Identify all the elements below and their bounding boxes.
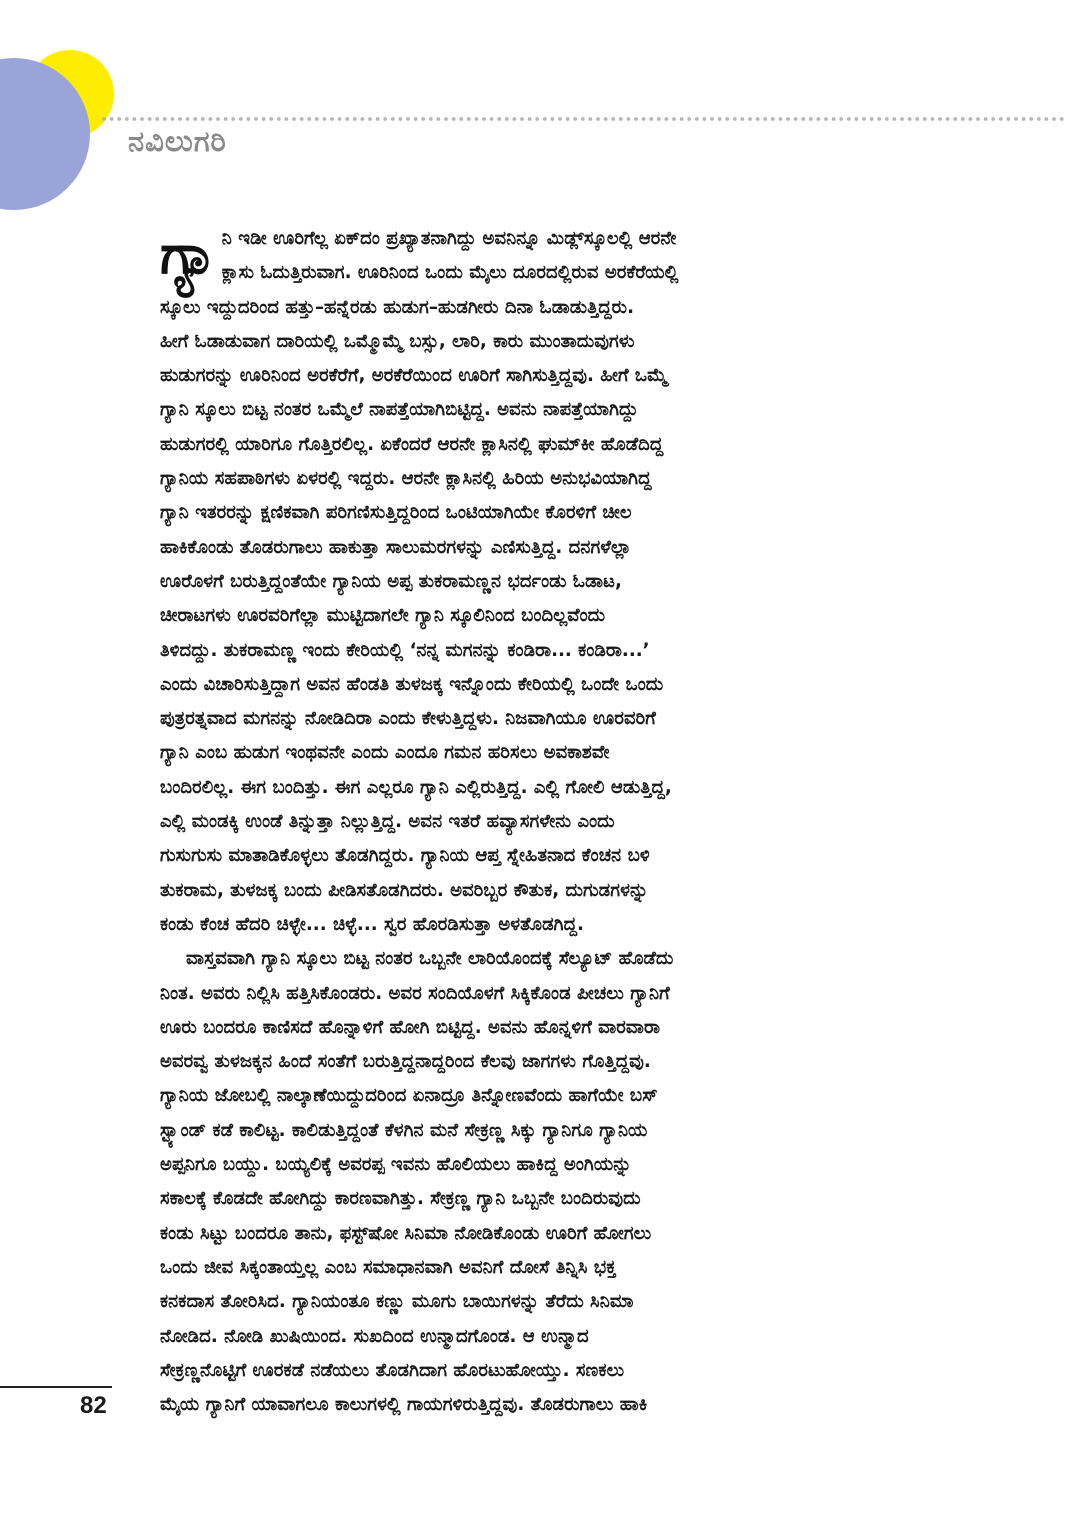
paragraph-2: [160, 942, 912, 1422]
rule-dot: [976, 117, 980, 121]
rule-dot: [269, 117, 273, 121]
text-line: ನಿ ಇಡೀ ಊರಿಗೆಲ್ಲ ಏಕ್‌ದಂ ಪ್ರಖ್ಯಾತನಾಗಿದ್ದು ಅವನಿನ್ನೂ ಮಿಡ್ಲ್‌ಸ್ಕೂಲಲ್ಲಿ ಆರನೇ: [221, 228, 677, 249]
rule-dot: [847, 117, 851, 121]
text-line-indented: [160, 942, 912, 976]
rule-dot: [695, 117, 699, 121]
rule-dot: [991, 117, 995, 121]
rule-dot: [437, 117, 441, 121]
rule-dot: [931, 117, 935, 121]
rule-dot: [444, 117, 448, 121]
rule-dot: [801, 117, 805, 121]
rule-dot: [763, 117, 767, 121]
rule-dot: [239, 117, 243, 121]
rule-dot: [406, 117, 410, 121]
rule-dot: [809, 117, 813, 121]
text-line: ಗ್ಯಾನಿ ಸ್ಕೂಲು ಬಿಟ್ಟ ನಂತರ ಒಮ್ಮೆಲೆ ನಾಪತ್ತೆಯಾಗಿಬಿಟ್ಟಿದ್ದ. ಅವನು ನಾಪತ್ತೆಯಾಗಿದ್ದು: [160, 399, 639, 421]
rule-dot: [573, 117, 577, 121]
rule-dot: [634, 117, 638, 121]
rule-dot: [216, 117, 220, 121]
text-line: ಹೀಗೆ ಓಡಾಡುವಾಗ ದಾರಿಯಲ್ಲಿ ಒಮ್ಮೊಮ್ಮೆ ಬಸ್ಸು, ಲಾರಿ, ಕಾರು ಮುಂತಾದುವುಗಳು: [160, 330, 635, 352]
page-number-rule: [0, 1386, 112, 1388]
rule-dot: [102, 117, 106, 121]
text-line: ಗ್ಯಾನಿಯ ಸಹಪಾಠಿಗಳು ಏಳರಲ್ಲಿ ಇದ್ದರು. ಆರನೇ ಕ್ಲಾಸಿನಲ್ಲಿ ಹಿರಿಯ ಅನುಭವಿಯಾಗಿದ್ದ: [160, 468, 652, 490]
rule-dot: [330, 117, 334, 121]
rule-dot: [292, 117, 296, 121]
text-line: ಸಕಾಲಕ್ಕೆ ಕೊಡದೇ ಹೋಗಿದ್ದು ಕಾರಣವಾಗಿತ್ತು. ಸೇಕ್ರಣ್ಣ ಗ್ಯಾನಿ ಒಬ್ಬನೇ ಬಂದಿರುವುದು: [160, 1188, 641, 1210]
drop-cap: ಗ್ಯಾ: [160, 221, 218, 287]
text-line: ಬಂದಿರಲಿಲ್ಲ. ಈಗ ಬಂದಿತ್ತು. ಈಗ ಎಲ್ಲರೂ ಗ್ಯಾನಿ ಎಲ್ಲಿರುತ್ತಿದ್ದ. ಎಲ್ಲಿ ಗೋಲಿ ಆಡುತ್ತಿದ್ದ,: [160, 776, 672, 798]
rule-dot: [140, 117, 144, 121]
rule-dot: [855, 117, 859, 121]
rule-dot: [209, 117, 213, 121]
rule-dot: [1037, 117, 1041, 121]
rule-dot: [277, 117, 281, 121]
rule-dot: [345, 117, 349, 121]
text-line: ಹಾಕಿಕೊಂಡು ತೊಡರುಗಾಲು ಹಾಕುತ್ತಾ ಸಾಲುಮರಗಳನ್ನು ಎಣಿಸುತ್ತಿದ್ದ. ದನಗಳೆಲ್ಲಾ: [160, 536, 632, 558]
rule-dot: [604, 117, 608, 121]
rule-dot: [961, 117, 965, 121]
rule-dot: [459, 117, 463, 121]
rule-dot: [596, 117, 600, 121]
rule-dot: [421, 117, 425, 121]
rule-dot: [543, 117, 547, 121]
text-line: ಸೇಕ್ರಣ್ಣನೊಟ್ಟಿಗೆ ಊರಕಡೆ ನಡೆಯಲು ತೊಡಗಿದಾಗ ಹೊರಟುಹೋಯ್ತು. ಸಣಕಲು: [160, 1359, 625, 1381]
rule-dot: [946, 117, 950, 121]
rule-dot: [611, 117, 615, 121]
rule-dot: [794, 117, 798, 121]
rule-dot: [718, 117, 722, 121]
text-line: ಸ್ಕೂಲು ಇದ್ದುದರಿಂದ ಹತ್ತು–ಹನ್ನೆರಡು ಹುಡುಗ–ಹುಡಗೀರು ದಿನಾ ಓಡಾಡುತ್ತಿದ್ದರು.: [160, 296, 634, 318]
rule-dot: [1060, 117, 1064, 121]
text-line: ಕನಕದಾಸ ತೋರಿಸಿದ. ಗ್ಯಾನಿಯಂತೂ ಕಣ್ಣು ಮೂಗು ಬಾಯಿಗಳನ್ನು ತೆರೆದು ಸಿನಿಮಾ: [160, 1291, 634, 1313]
section-title: ನವಿಲುಗರಿ: [128, 124, 227, 158]
rule-dot: [1029, 117, 1033, 121]
page-number: 82: [80, 1392, 107, 1419]
rule-dot: [429, 117, 433, 121]
text-line: ಹುಡುಗರಲ್ಲಿ ಯಾರಿಗೂ ಗೊತ್ತಿರಲಿಲ್ಲ. ಏಕೆಂದರೆ ಆರನೇ ಕ್ಲಾಸಿನಲ್ಲಿ ಘುಮ್‌ಕೀ ಹೊಡೆದಿದ್ದ: [160, 433, 664, 455]
rule-dot: [117, 117, 121, 121]
rule-dot: [733, 117, 737, 121]
text-line: ಗ್ಯಾನಿ ಇತರರನ್ನು ಕ್ಷಣಿಕವಾಗಿ ಪರಿಗಣಿಸುತ್ತಿದ್ದರಿಂದ ಒಂಟಿಯಾಗಿಯೇ ಕೊರಳಿಗೆ ಚೀಲ: [160, 502, 632, 524]
rule-dot: [1007, 117, 1011, 121]
rule-dot: [566, 117, 570, 121]
rule-dot: [558, 117, 562, 121]
rule-dot: [862, 117, 866, 121]
text-line: ಗ್ಯಾನಿ ಎಂಬ ಹುಡುಗ ಇಂಥವನೇ ಎಂದು ಎಂದೂ ಗಮನ ಹರಿಸಲು ಅವಕಾಶವೇ: [160, 742, 610, 764]
rule-dot: [490, 117, 494, 121]
rule-dot: [1052, 117, 1056, 121]
rule-dot: [923, 117, 927, 121]
text-line: ಊರು ಬಂದರೂ ಕಾಣಿಸದೆ ಹೊನ್ನಾಳಿಗೆ ಹೋಗಿ ಬಿಟ್ಟಿದ್ದ. ಅವನು ಹೊನ್ನಳಿಗೆ ವಾರವಾರಾ: [160, 1016, 661, 1038]
rule-dot: [254, 117, 258, 121]
rule-dot: [125, 117, 129, 121]
rule-dot: [642, 117, 646, 121]
rule-dot: [520, 117, 524, 121]
rule-dot: [900, 117, 904, 121]
rule-dot: [1045, 117, 1049, 121]
rule-dot: [649, 117, 653, 121]
rule-dot: [383, 117, 387, 121]
rule-dot: [155, 117, 159, 121]
rule-dot: [231, 117, 235, 121]
paragraph-1: [160, 222, 912, 942]
rule-dot: [938, 117, 942, 121]
text-line: ಹುಡುಗರನ್ನು ಊರಿನಿಂದ ಅರಕೆರೆಗೆ, ಅರಕೆರೆಯಿಂದ ಊರಿಗೆ ಸಾಗಿಸುತ್ತಿದ್ದವು. ಹೀಗೆ ಒಮ್ಮೆ: [160, 365, 668, 387]
rule-dot: [551, 117, 555, 121]
rule-dot: [315, 117, 319, 121]
rule-dot: [619, 117, 623, 121]
article-body: [160, 222, 912, 1422]
rule-dot: [414, 117, 418, 121]
rule-dot: [133, 117, 137, 121]
rule-dot: [110, 117, 114, 121]
rule-dot: [262, 117, 266, 121]
rule-dot: [505, 117, 509, 121]
rule-dot: [839, 117, 843, 121]
rule-dot: [969, 117, 973, 121]
rule-dot: [680, 117, 684, 121]
rule-dot: [528, 117, 532, 121]
rule-dot: [672, 117, 676, 121]
rule-dot: [163, 117, 167, 121]
rule-dot: [741, 117, 745, 121]
rule-dot: [893, 117, 897, 121]
rule-dot: [687, 117, 691, 121]
text-line: ಗುಸುಗುಸು ಮಾತಾಡಿಕೊಳ್ಳಲು ತೊಡಗಿದ್ದರು. ಗ್ಯಾನಿಯ ಆಪ್ತ ಸ್ನೇಹಿತನಾದ ಕೆಂಚನ ಬಳಿ: [160, 845, 650, 867]
rule-dot: [915, 117, 919, 121]
rule-dot: [908, 117, 912, 121]
rule-dot: [703, 117, 707, 121]
rule-dot: [627, 117, 631, 121]
corner-decoration: [0, 0, 1072, 220]
rule-dot: [984, 117, 988, 121]
text-line: ಕಂಡು ಕೆಂಚ ಹೆದರಿ ಚಿಳ್ಳೇ... ಚಿಳ್ಳೆ... ಸ್ವರ ಹೊರಡಿಸುತ್ತಾ ಅಳತೊಡಗಿದ್ದ.: [160, 913, 584, 935]
rule-dot: [368, 117, 372, 121]
rule-dot: [376, 117, 380, 121]
rule-dot: [999, 117, 1003, 121]
rule-dot: [323, 117, 327, 121]
rule-dot: [186, 117, 190, 121]
rule-dot: [535, 117, 539, 121]
rule-dot: [817, 117, 821, 121]
text-line: ಸ್ಟ್ಯಾಂಡ್ ಕಡೆ ಕಾಲಿಟ್ಟ. ಕಾಲಿಡುತ್ತಿದ್ದಂತೆ ಕೆಳಗಿನ ಮನೆ ಸೇಕ್ರಣ್ಣ ಸಿಕ್ಕು ಗ್ಯಾನಿಗೂ ಗ್ಯಾನಿಯ: [160, 1119, 648, 1141]
rule-dot: [307, 117, 311, 121]
rule-dot: [338, 117, 342, 121]
rule-dot: [399, 117, 403, 121]
rule-dot: [482, 117, 486, 121]
rule-dot: [832, 117, 836, 121]
text-line: ತಿಳಿದದ್ದು. ತುಕರಾಮಣ್ಣ ಇಂದು ಕೇರಿಯಲ್ಲಿ ‘ನನ್ನ ಮಗನನ್ನು ಕಂಡಿರಾ... ಕಂಡಿರಾ...’: [160, 639, 650, 661]
rule-dot: [391, 117, 395, 121]
rule-dot: [1022, 117, 1026, 121]
rule-dot: [193, 117, 197, 121]
text-line: ಮೈಯ ಗ್ಯಾನಿಗೆ ಯಾವಾಗಲೂ ಕಾಲುಗಳಲ್ಲಿ ಗಾಯಗಳಿರುತ್ತಿದ್ದವು. ತೊಡರುಗಾಲು ಹಾಕಿ: [160, 1394, 648, 1416]
rule-dot: [171, 117, 175, 121]
text-line: ಚೀರಾಟಗಳು ಊರವರಿಗೆಲ್ಲಾ ಮುಟ್ಟಿದಾಗಲೇ ಗ್ಯಾನಿ ಸ್ಕೂಲಿನಿಂದ ಬಂದಿಲ್ಲವೆಂದು: [160, 605, 606, 627]
rule-dot: [748, 117, 752, 121]
rule-dot: [779, 117, 783, 121]
text-line: ಊರೊಳಗೆ ಬರುತ್ತಿದ್ದಂತೆಯೇ ಗ್ಯಾನಿಯ ಅಪ್ಪ ತುಕರಾಮಣ್ಣನ ಭರ್ದಂಡು ಓಡಾಟ,: [160, 570, 622, 592]
rule-dot: [589, 117, 593, 121]
rule-dot: [771, 117, 775, 121]
rule-dot: [467, 117, 471, 121]
rule-dot: [953, 117, 957, 121]
text-line: ಎಂದು ವಿಚಾರಿಸುತ್ತಿದ್ದಾಗ ಅವನ ಹೆಂಡತಿ ತುಳಜಕ್ಕ ಇನ್ನೊಂದು ಕೇರಿಯಲ್ಲಿ ಒಂದೇ ಒಂದು: [160, 673, 664, 695]
dotted-header-rule: [102, 117, 1063, 121]
rule-dot: [475, 117, 479, 121]
text-line: ಅಪ್ಪನಿಗೂ ಬಯ್ದು. ಬಯ್ಯಲಿಕ್ಕೆ ಅವರಪ್ಪ ಇವನು ಹೊಲಿಯಲು ಹಾಕಿದ್ದ ಅಂಗಿಯನ್ನು: [160, 1154, 632, 1176]
rule-dot: [497, 117, 501, 121]
text-line: ಪುತ್ರರತ್ನವಾದ ಮಗನನ್ನು ನೋಡಿದಿರಾ ಎಂದು ಕೇಳುತ್ತಿದ್ದಳು. ನಿಜವಾಗಿಯೂ ಊರವರಿಗೆ: [160, 708, 656, 730]
rule-dot: [361, 117, 365, 121]
rule-dot: [870, 117, 874, 121]
text-line: ಕಂಡು ಸಿಟ್ಟು ಬಂದರೂ ತಾನು, ಫಸ್ಟ್‌ಷೋ ಸಿನಿಮಾ ನೋಡಿಕೊಂಡು ಊರಿಗೆ ಹೋಗಲು: [160, 1222, 652, 1244]
rule-dot: [786, 117, 790, 121]
rule-dot: [581, 117, 585, 121]
rule-dot: [824, 117, 828, 121]
rule-dot: [665, 117, 669, 121]
rule-dot: [178, 117, 182, 121]
rule-dot: [725, 117, 729, 121]
text-line: ನಿಂತ. ಅವರು ನಿಲ್ಲಿಸಿ ಹತ್ತಿಸಿಕೊಂಡರು. ಅವರ ಸಂದಿಯೊಳಗೆ ಸಿಕ್ಕಿಕೊಂಡ ಪೀಚಲು ಗ್ಯಾನಿಗೆ: [160, 982, 670, 1004]
rule-dot: [756, 117, 760, 121]
text-line: ಎಲ್ಲಿ ಮಂಡಕ್ಕಿ ಉಂಡೆ ತಿನ್ನುತ್ತಾ ನಿಲ್ಲುತ್ತಿದ್ದ. ಅವನ ಇತರೆ ಹವ್ಯಾಸಗಳೇನು ಎಂದು: [160, 811, 615, 833]
rule-dot: [1014, 117, 1018, 121]
text-line: ಕ್ಲಾಸು ಓದುತ್ತಿರುವಾಗ. ಊರಿನಿಂದ ಒಂದು ಮೈಲು ದೂರದಲ್ಲಿರುವ ಅರಕೆರೆಯಲ್ಲಿ: [221, 262, 679, 284]
text-line: ಒಂದು ಜೀವ ಸಿಕ್ಕಂತಾಯ್ತಲ್ಲ ಎಂಬ ಸಮಾಧಾನವಾಗಿ ಅವನಿಗೆ ದೋಸೆ ತಿನ್ನಿಸಿ ಭಕ್ತ: [160, 1256, 617, 1278]
rule-dot: [201, 117, 205, 121]
rule-dot: [885, 117, 889, 121]
rule-dot: [657, 117, 661, 121]
rule-dot: [224, 117, 228, 121]
text-line: ತುಕರಾಮ, ತುಳಜಕ್ಕ ಬಂದು ಪೀಡಿಸತೊಡಗಿದರು. ಅವರಿಬ್ಬರ ಕೌತುಕ, ದುಗುಡಗಳನ್ನು: [160, 879, 649, 901]
rule-dot: [452, 117, 456, 121]
text-line: ಗ್ಯಾನಿಯ ಜೋಬಲ್ಲಿ ನಾಲ್ಕಾಣೆಯಿದ್ದುದರಿಂದ ಏನಾದ್ರೂ ತಿನ್ನೋಣವೆಂದು ಹಾಗೆಯೇ ಬಸ್: [160, 1085, 658, 1107]
rule-dot: [148, 117, 152, 121]
rule-dot: [285, 117, 289, 121]
rule-dot: [353, 117, 357, 121]
text-line: ನೋಡಿದ. ನೋಡಿ ಖುಷಿಯಿಂದ. ಸುಖದಿಂದ ಉನ್ಮಾದಗೊಂಡ. ಆ ಉನ್ಮಾದ: [160, 1325, 589, 1347]
rule-dot: [877, 117, 881, 121]
text-line: ಅವರವ್ವ ತುಳಜಕ್ಕನ ಹಿಂದೆ ಸಂತೆಗೆ ಬರುತ್ತಿದ್ದನಾದ್ದರಿಂದ ಕೆಲವು ಜಾಗಗಳು ಗೊತ್ತಿದ್ದವು.: [160, 1051, 651, 1073]
rule-dot: [710, 117, 714, 121]
text-line-content: ವಾಸ್ತವವಾಗಿ ಗ್ಯಾನಿ ಸ್ಕೂಲು ಬಿಟ್ಟ ನಂತರ ಒಬ್ಬನೇ ಲಾರಿಯೊಂದಕ್ಕೆ ಸೆಲ್ಯೂಟ್ ಹೊಡೆದು: [186, 948, 674, 970]
rule-dot: [300, 117, 304, 121]
rule-dot: [247, 117, 251, 121]
rule-dot: [513, 117, 517, 121]
